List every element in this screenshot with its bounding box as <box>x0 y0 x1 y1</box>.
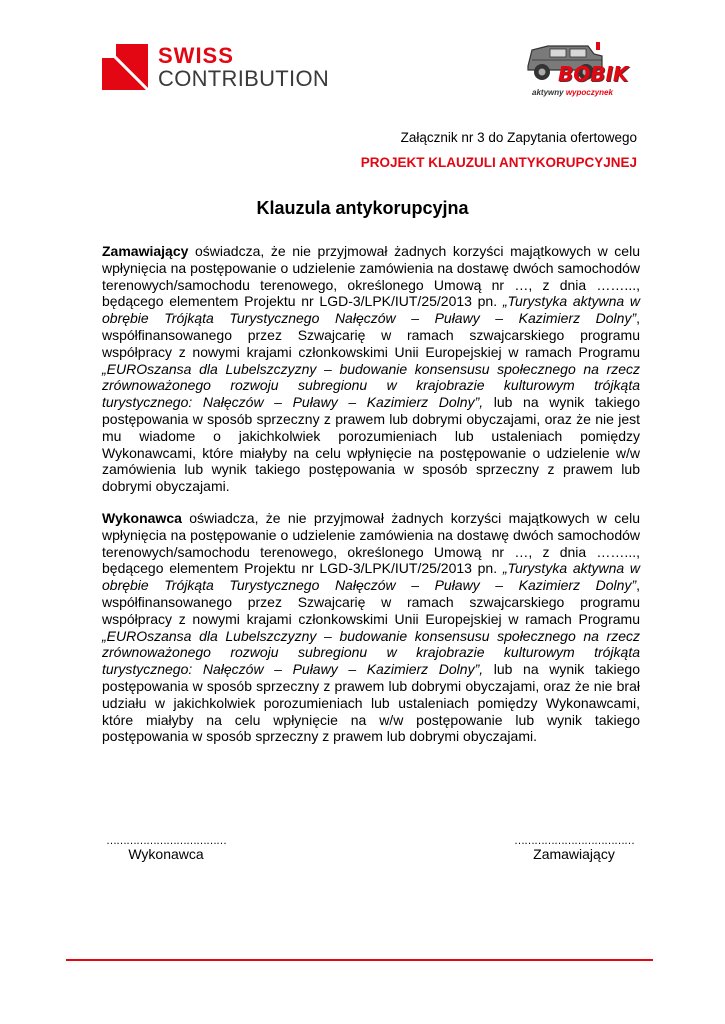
annex-label: Załącznik nr 3 do Zapytania ofertowego <box>400 130 637 145</box>
paragraph-lead: Wykonawca <box>102 510 182 526</box>
signature-line: ……………………………… <box>514 836 634 846</box>
paragraph-text: , współfinansowanego przez Szwajcarię w ramach szwajcarskiego programu współpracy z nowymi krajami członkowskimi Unii Europejskiej w ramach Programu <box>102 310 640 360</box>
signature-ordering-party <box>503 836 645 862</box>
paragraph-text: lub na wynik takiego postępowania w sposób sprzeczny z prawem lub dobrymi obyczajami, oraz że nie brał udziału w jakichkolwiek porozumieniach lub ustaleniach pomiędzy Wykonawcami, które miałyby na celu wpłynięcie na w/w postępowanie lub wynik takiego postępowania w sposób sprzeczny z prawem lub dobrymi obyczajami. <box>102 661 640 745</box>
swiss-contribution-logo <box>102 44 332 100</box>
paragraph-text: lub na wynik takiego postępowania w sposób sprzeczny z prawem lub dobrymi obyczajami, oraz że nie jest mu wiadome o jakichkolwiek porozumieniach lub ustaleniach pomiędzy Wykonawcami, które miałyby na celu wpłynięcie na postępowanie o udzielenie w/w zamówienia lub wynik takiego postępowania w sposób sprzeczny z prawem lub dobrymi obyczajami. <box>102 394 640 495</box>
paragraph-text: oświadcza, że nie przyjmował żadnych korzyści majątkowych w celu wpłynięcia na postępowanie o udzielenie zamówienia na dostawę dwóch samochodów terenowych/samochodu terenowego, określonego Umową nr …, z dnia ……..., będącego elementem Projektu nr LGD-3/LPK/IUT/25/2013 pn. <box>102 510 640 577</box>
bobik-logo-name: BOBIK <box>558 62 629 86</box>
clause-paragraph-contractor <box>102 510 640 745</box>
signature-contractor <box>95 836 237 862</box>
paragraph-lead: Zamawiający <box>102 243 189 259</box>
footer-divider <box>66 959 653 961</box>
bobik-tagline-1: aktywny <box>532 88 564 97</box>
project-name: „Turystyka aktywna w obrębie Trójkąta Turystycznego Nałęczów – Puławy – Kazimierz Dolny” <box>102 293 640 327</box>
document-subtitle: PROJEKT KLAUZULI ANTYKORUPCYJNEJ <box>360 155 637 170</box>
paragraph-text: , współfinansowanego przez Szwajcarię w ramach szwajcarskiego programu współpracy z nowymi krajami członkowskimi Unii Europejskiej w ramach Programu <box>102 577 640 627</box>
paragraph-text: oświadcza, że nie przyjmował żadnych korzyści majątkowych w celu wpłynięcia na postępowanie o udzielenie zamówienia na dostawę dwóch samochodów terenowych/samochodu terenowego, określonego Umową nr …, z dnia ……..., będącego elementem Projektu nr LGD-3/LPK/IUT/25/2013 pn. <box>102 243 640 310</box>
signature-label: Wykonawca <box>128 846 204 862</box>
clause-paragraph-ordering-party <box>102 243 640 495</box>
program-name: „EUROszansa dla Lubelszczyzny – budowanie konsensusu społecznego na rzecz zrównoważonego rozwoju subregionu w krajobrazie kulturowym trójkąta turystycznego: Nałęczów – Puławy – Kazimierz Dolny”, <box>102 360 640 411</box>
bobik-logo-tagline <box>532 88 613 98</box>
swiss-logo-line1: SWISS <box>158 43 234 68</box>
swiss-logo-line2: CONTRIBUTION <box>158 66 330 91</box>
document-title: Klauzula antykorupcyjna <box>256 198 469 218</box>
signature-line: ……………………………… <box>106 836 226 846</box>
bobik-tagline-2: wypoczynek <box>565 88 613 97</box>
swiss-logo-mark-icon <box>102 44 148 90</box>
program-name: „EUROszansa dla Lubelszczyzny – budowanie konsensusu społecznego na rzecz zrównoważonego rozwoju subregionu w krajobrazie kulturowym trójkąta turystycznego: Nałęczów – Puławy – Kazimierz Dolny”, <box>102 627 640 678</box>
bobik-logo <box>514 36 636 102</box>
signature-label: Zamawiający <box>533 846 615 862</box>
project-name: „Turystyka aktywna w obrębie Trójkąta Turystycznego Nałęczów – Puławy – Kazimierz Dolny” <box>102 560 640 594</box>
